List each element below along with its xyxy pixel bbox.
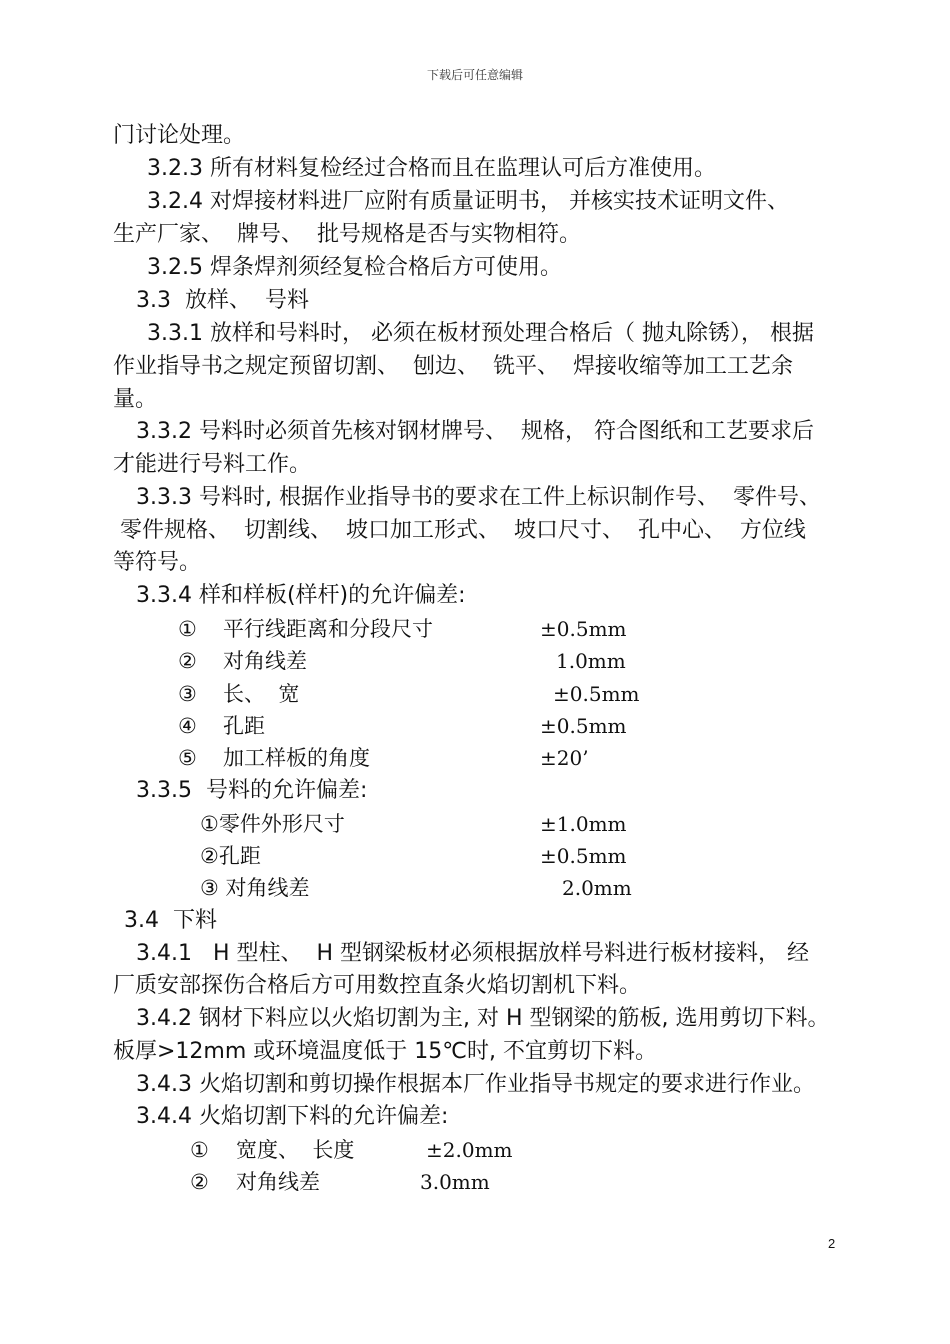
table-row-number: ③ (178, 682, 197, 706)
table-row-value: ±0.5mm (540, 617, 627, 641)
table-row-number: ① (178, 617, 197, 641)
table-row-number: ⑤ (178, 746, 197, 770)
page-number: 2 (828, 1236, 836, 1251)
section-3-3-1-line2: 作业指导书之规定预留切割、 刨边、 铣平、 焊接收缩等加工工艺余 (113, 354, 793, 379)
section-3-3-5: 3.3.5 号料的允许偏差: (136, 778, 368, 803)
section-3-4-3: 3.4.3 火焰切割和剪切操作根据本厂作业指导书规定的要求进行作业。 (136, 1072, 815, 1097)
section-3-3-2-line2: 才能进行号料工作。 (113, 452, 312, 477)
section-3-4-2-line1: 3.4.2 钢材下料应以火焰切割为主, 对 H 型钢梁的筋板, 选用剪切下料。 (136, 1006, 830, 1031)
heading-3-4: 3.4 下料 (124, 908, 217, 933)
section-3-3-1-line1: 3.3.1 放样和号料时， 必须在板材预处理合格后（ 抛丸除锈）， 根据 (147, 321, 814, 346)
section-3-2-4-line2: 生产厂家、 牌号、 批号规格是否与实物相符。 (113, 222, 581, 247)
table-row-number: ② (190, 1170, 209, 1194)
table-row-item: ①零件外形尺寸 (200, 812, 345, 836)
table-row-value: 2.0mm (562, 876, 632, 900)
table-row-item: 平行线距离和分段尺寸 (223, 617, 433, 641)
section-3-3-3-line3: 等符号。 (113, 550, 202, 575)
table-row-value: 3.0mm (420, 1170, 490, 1194)
table-row-item: 宽度、 长度 (236, 1138, 355, 1162)
table-row-item: 对角线差 (236, 1170, 320, 1194)
table-row-item: ③ 对角线差 (200, 876, 310, 900)
table-row-value: ±1.0mm (540, 812, 627, 836)
table-row-item: 对角线差 (223, 649, 307, 673)
table-row-value: ±0.5mm (540, 714, 627, 738)
table-row-value: ±2.0mm (426, 1138, 513, 1162)
section-3-4-1-line2: 厂质安部探伤合格后方可用数控直条火焰切割机下料。 (113, 973, 642, 998)
table-row-item: ②孔距 (200, 844, 261, 868)
section-3-4-2-line2: 板厚>12mm 或环境温度低于 15℃时, 不宜剪切下料。 (113, 1039, 657, 1064)
section-3-3-1-line3: 量。 (113, 387, 158, 412)
table-row-value: ±0.5mm (540, 844, 627, 868)
table-row-value: 1.0mm (556, 649, 626, 673)
section-3-3-2-line1: 3.3.2 号料时必须首先核对钢材牌号、 规格， 符合图纸和工艺要求后 (136, 419, 814, 444)
section-3-2-4-line1: 3.2.4 对焊接材料进厂应附有质量证明书， 并核实技术证明文件、 (147, 189, 789, 214)
table-row-value: ±0.5mm (553, 682, 640, 706)
table-row-value: ±20’ (540, 746, 589, 770)
table-row-number: ② (178, 649, 197, 673)
table-row-item: 孔距 (223, 714, 265, 738)
heading-3-3: 3.3 放样、 号料 (136, 288, 309, 313)
section-3-4-4: 3.4.4 火焰切割下料的允许偏差: (136, 1104, 449, 1129)
table-row-item: 加工样板的角度 (223, 746, 370, 770)
section-3-3-3-line1: 3.3.3 号料时, 根据作业指导书的要求在工件上标识制作号、 零件号、 (136, 485, 821, 510)
section-3-2-3: 3.2.3 所有材料复检经过合格而且在监理认可后方准使用。 (147, 156, 716, 181)
paragraph-continuation: 门讨论处理。 (113, 123, 246, 148)
section-3-3-3-line2: 零件规格、 切割线、 坡口加工形式、 坡口尺寸、 孔中心、 方位线 (113, 518, 806, 543)
section-3-4-1-line1: 3.4.1 H 型柱、 H 型钢梁板材必须根据放样号料进行板材接料， 经 (136, 941, 810, 966)
table-row-number: ① (190, 1138, 209, 1162)
section-3-2-5: 3.2.5 焊条焊剂须经复检合格后方可使用。 (147, 255, 562, 280)
table-row-number: ④ (178, 714, 197, 738)
section-3-3-4: 3.3.4 样和样板(样杆)的允许偏差: (136, 583, 466, 608)
table-row-item: 长、 宽 (223, 682, 300, 706)
page-header: 下载后可任意编辑 (426, 68, 523, 82)
